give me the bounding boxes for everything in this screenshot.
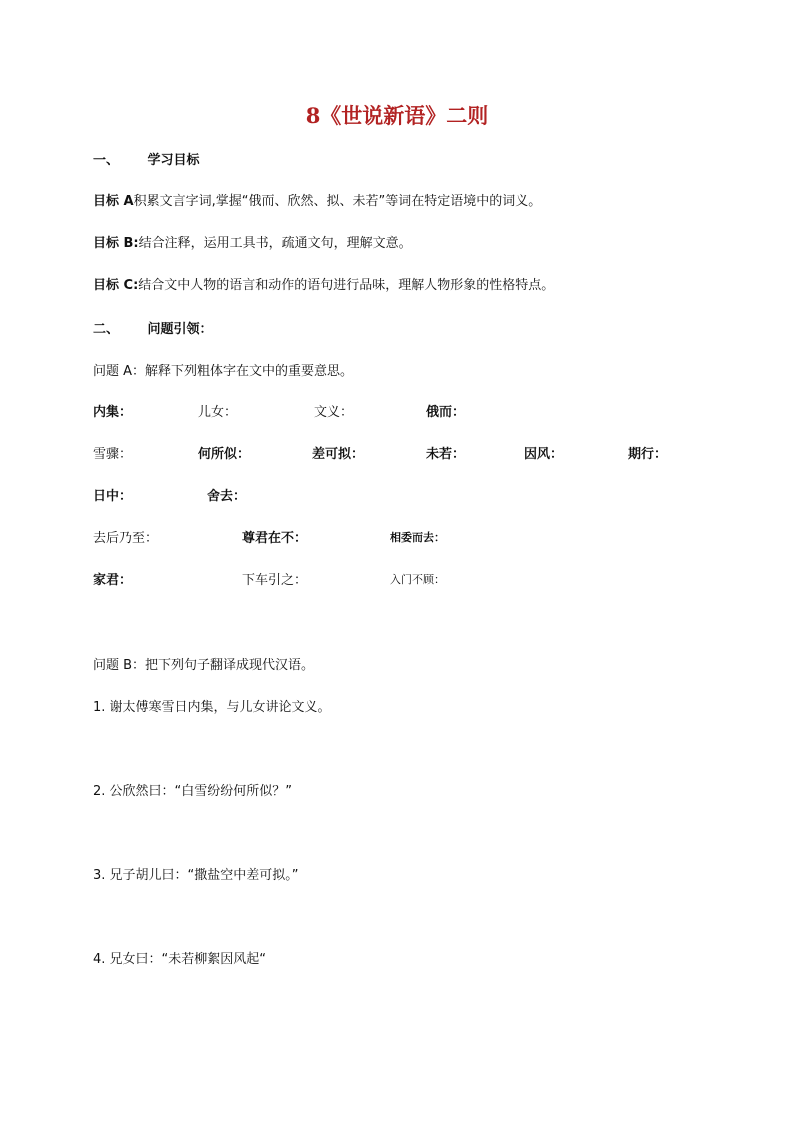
term-rizhong: 日中： (93, 489, 133, 504)
term-ernv: 儿女： (198, 405, 238, 420)
term-jiajun: 家君： (93, 573, 133, 588)
section-1-heading (93, 149, 200, 168)
term-chakeni: 差可拟： (312, 447, 365, 462)
term-sheqiu: 舍去： (207, 489, 247, 504)
question-a: 问题 A：解释下列粗体字在文中的重要意思。 (93, 364, 354, 379)
goal-b (93, 232, 412, 251)
term-qixing: 期行： (628, 447, 668, 462)
term-wenyi: 文义： (314, 405, 354, 420)
sentence-4: 4. 兄女曰：“未若柳絮因风起“ (93, 952, 267, 967)
goal-c-text: 结合文中人物的语言和动作的语句进行品味，理解人物形象的性格特点。 (138, 278, 555, 293)
term-hesuosi: 何所似： (198, 447, 251, 462)
sentence-3: 3. 兄子胡儿曰：“撒盐空中差可拟。” (93, 868, 299, 883)
term-eer: 俄而： (426, 405, 466, 420)
section-1-number: 一、 (93, 153, 120, 168)
term-quhounaizhi: 去后乃至： (93, 531, 159, 546)
term-rumenbugu: 入门不顾： (390, 573, 445, 586)
section-2-number: 二、 (93, 322, 120, 337)
section-2-label: 问题引领： (147, 322, 213, 337)
goal-a (93, 190, 541, 209)
sentence-2: 2. 公欣然曰：“白雪纷纷何所似？” (93, 784, 293, 799)
goal-a-text: 积累文言字词,掌握“俄而、欣然、拟、未若”等词在特定语境中的词义。 (133, 194, 542, 209)
goal-b-label: 目标 B: (93, 236, 139, 251)
goal-a-label: 目标 A (93, 194, 134, 209)
goal-b-text: 结合注释，运用工具书，疏通文句，理解文意。 (138, 236, 412, 251)
term-xuezhou: 雪骤： (93, 447, 133, 462)
term-zunjunzaibu: 尊君在不： (242, 531, 308, 546)
question-b: 问题 B：把下列句子翻译成现代汉语。 (93, 658, 315, 673)
term-xiangweierqu: 相委而去： (390, 531, 445, 544)
page-title: 8《世说新语》二则 (305, 103, 489, 128)
goal-c (93, 274, 554, 293)
goal-c-label: 目标 C: (93, 278, 139, 293)
term-neiji: 内集： (93, 405, 133, 420)
term-weiruo: 未若： (426, 447, 466, 462)
term-xiacheyinzhi: 下车引之： (242, 573, 308, 588)
section-1-label: 学习目标 (147, 153, 200, 168)
section-2-heading (93, 318, 213, 337)
sentence-1: 1. 谢太傅寒雪日内集，与儿女讲论文义。 (93, 700, 331, 715)
term-yinfeng: 因风： (524, 447, 564, 462)
